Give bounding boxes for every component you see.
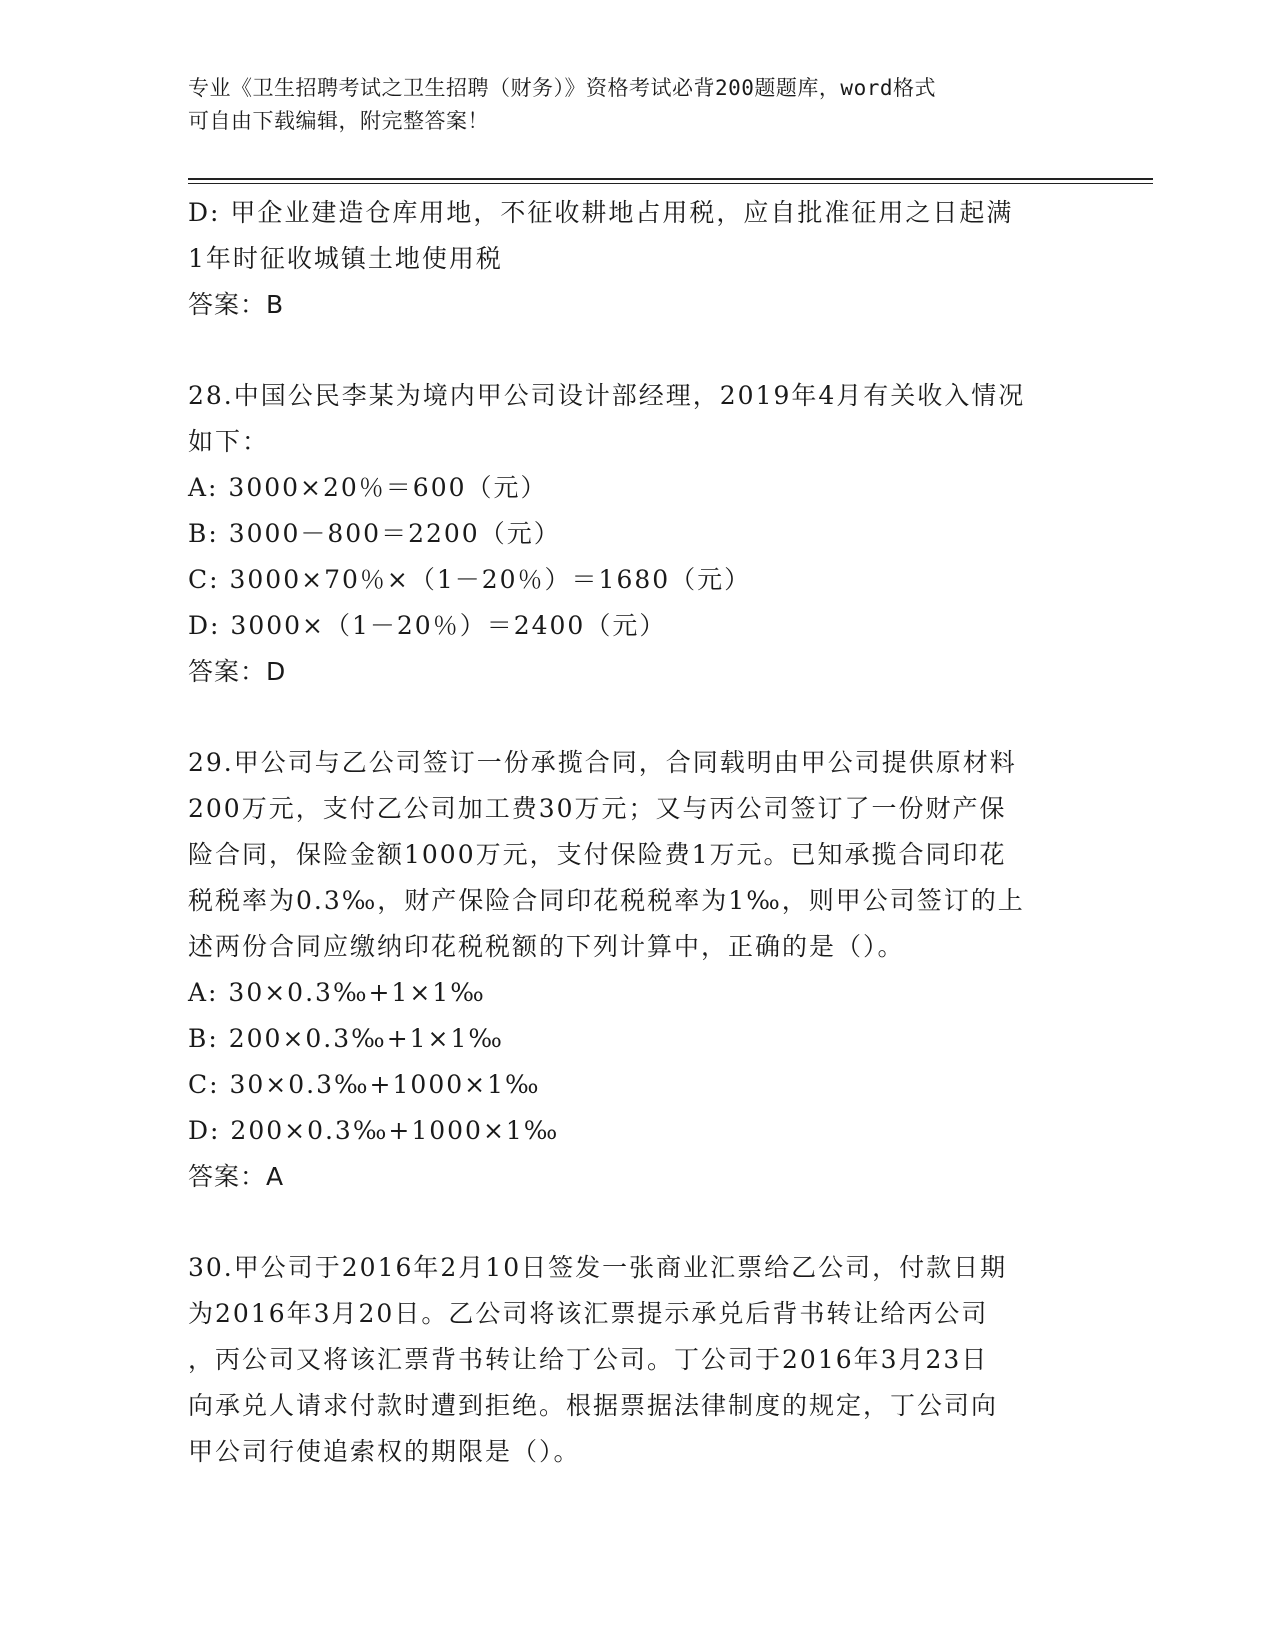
question-29	[188, 740, 1088, 1200]
question-stem-line: 30.甲公司于2016年2月10日签发一张商业汇票给乙公司，付款日期	[188, 1253, 1008, 1282]
option-d: D: 甲企业建造仓库用地，不征收耕地占用税，应自批准征用之日起满	[188, 198, 1014, 227]
question-stem-line: 28.中国公民李某为境内甲公司设计部经理，2019年4月有关收入情况	[188, 381, 1026, 410]
question-stem-line: 为2016年3月20日。乙公司将该汇票提示承兑后背书转让给丙公司	[188, 1299, 989, 1328]
question-stem-line: 述两份合同应缴纳印花税税额的下列计算中，正确的是（）。	[188, 932, 905, 961]
header-divider-thick	[188, 178, 1153, 180]
answer-line: 答案：D	[188, 657, 287, 686]
option-b: B: 3000－800＝2200（元）	[188, 519, 561, 548]
question-stem-line: 29.甲公司与乙公司签订一份承揽合同，合同载明由甲公司提供原材料	[188, 748, 1017, 777]
spacer	[188, 328, 1088, 373]
option-a: A: 30×0.3‰+1×1‰	[188, 978, 486, 1007]
question-stem-line: 险合同，保险金额1000万元，支付保险费1万元。已知承揽合同印花	[188, 840, 1007, 869]
question-stem-line: 甲公司行使追索权的期限是（）。	[188, 1437, 581, 1466]
option-d: D: 200×0.3‰+1000×1‰	[188, 1116, 560, 1145]
answer-line: 答案：A	[188, 1162, 285, 1191]
answer-line: 答案：B	[188, 290, 285, 319]
question-stem-line: ，丙公司又将该汇票背书转让给丁公司。丁公司于2016年3月23日	[188, 1345, 989, 1374]
header-title-line-1: 专业《卫生招聘考试之卫生招聘（财务）》资格考试必背200题题库，word格式	[188, 76, 936, 100]
question-stem-line: 税税率为0.3‰，财产保险合同印花税税率为1‰，则甲公司签订的上	[188, 886, 1025, 915]
option-d-continued: 1年时征收城镇土地使用税	[188, 244, 503, 273]
option-a: A: 3000×20％＝600（元）	[188, 473, 548, 502]
document-body	[188, 190, 1088, 1475]
document-header	[188, 72, 1068, 138]
option-d: D: 3000×（1－20％）＝2400（元）	[188, 611, 667, 640]
option-c: C: 3000×70％×（1－20％）＝1680（元）	[188, 565, 752, 594]
option-c: C: 30×0.3‰+1000×1‰	[188, 1070, 541, 1099]
question-stem-line: 200万元，支付乙公司加工费30万元；又与丙公司签订了一份财产保	[188, 794, 1007, 823]
question-stem-line: 向承兑人请求付款时遭到拒绝。根据票据法律制度的规定，丁公司向	[188, 1391, 999, 1420]
header-divider-thin	[188, 183, 1153, 184]
header-title-line-2: 可自由下载编辑，附完整答案！	[188, 109, 489, 133]
question-stem-line: 如下：	[188, 427, 270, 456]
spacer	[188, 695, 1088, 740]
question-30	[188, 1245, 1088, 1475]
question-28	[188, 373, 1088, 695]
spacer	[188, 1200, 1088, 1245]
previous-question-tail	[188, 190, 1088, 328]
option-b: B: 200×0.3‰+1×1‰	[188, 1024, 504, 1053]
